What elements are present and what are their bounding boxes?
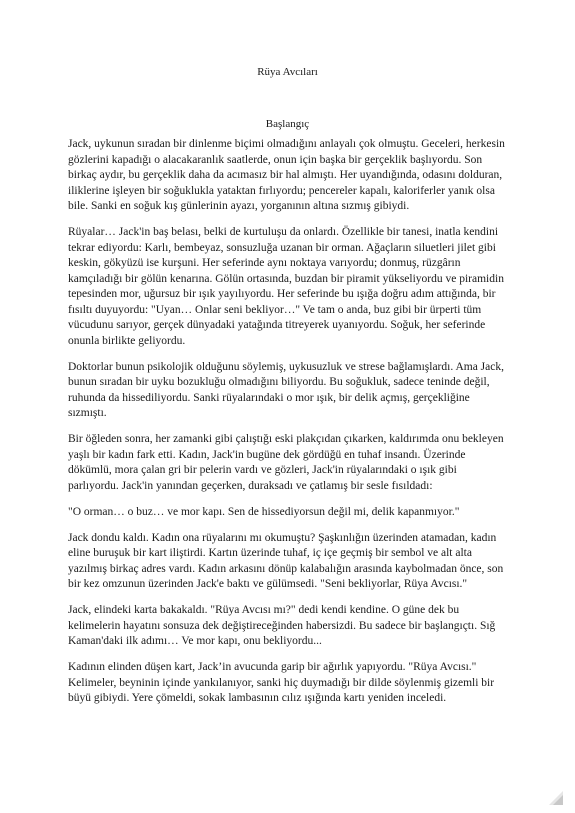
body-text (68, 137, 508, 717)
book-title: Rüya Avcıları (257, 66, 318, 78)
paragraph: Doktorlar bunun psikolojik olduğunu söylemiş, uykusuzluk ve strese bağlamışlardı. Ama Jack, bunun sıradan bir uyku bozukluğu olmadığını biliyordu. Bu soğukluk, sadece teninde değil, ruhunda da hissediliyordu. Sanki rüyalarındaki o mor ışık, bir delik açmış, gerçekliğine sızmıştı. (68, 360, 504, 419)
chapter-title: Başlangıç (265, 118, 310, 130)
paragraph: Rüyalar… Jack'in baş belası, belki de kurtuluşu da onlardı. Özellikle bir tanesi, inatla kendini tekrar ediyordu: Karlı, bembeyaz, sonsuzluğa uzanan bir orman. Ağaçların siluetleri jilet gibi keskin, gökyüzü ise kurşuni. Her seferinde aynı noktaya varıyordu; donmuş, rüzgârın kamçıladığı bir gölün kenarına. Gölün ortasında, buzdan bir piramit yükseliyordu ve piramidin tepesinden mor, uğursuz bir ışık yayılıyordu. Her seferinde bu ışığa doğru adım attığında, bir fısıltı duyuyordu: "Uyan… Onlar seni bekliyor…" Ve tam o anda, buz gibi bir ürperti tüm vücudunu sarıyor, gerçek dünyadaki yatağında titreyerek uyanıyordu. Soğuk, her seferinde onunla birlikte geliyordu. (68, 226, 504, 347)
paragraph: Bir öğleden sonra, her zamanki gibi çalıştığı eski plakçıdan çıkarken, kaldırımda onu bekleyen yaşlı bir kadın fark etti. Kadın, Jack'in bugüne dek gördüğü en tuhaf insandı. Üzerinde dökümlü, mora çalan gri bir pelerin vardı ve gözleri, Jack'in rüyalarındaki o ışık gibi parlıyordu. Jack'in yanından geçerken, duraksadı ve çatlamış bir sesle fısıldadı: (68, 433, 504, 492)
paragraph: Jack dondu kaldı. Kadın ona rüyalarını mı okumuştu? Şaşkınlığın üzerinden atamadan, kadın eline buruşuk bir kart iliştirdi. Kartın üzerinde tuhaf, iç içe geçmiş bir sembol ve alt alta yazılmış birkaç adres vardı. Kadın arkasını dönüp kalabalığın arasında kaybolmadan önce, son bir kez omzunun üzerinden Jack'e baktı ve gülümsedi. "Seni bekliyorlar, Rüya Avcısı." (68, 531, 504, 590)
paragraph: "O orman… o buz… ve mor kapı. Sen de hissediyorsun değil mi, delik kapanmıyor." (68, 505, 460, 518)
paragraph: Jack, elindeki karta bakakaldı. "Rüya Avcısı mı?" dedi kendi kendine. O güne dek bu kelimelerin hayatını sonsuza dek değiştireceğinden habersizdi. Bu sadece bir başlangıçtı. Sığ Kaman'daki ilk adımı… Ve mor kapı, onu bekliyordu... (68, 604, 496, 647)
page-curl-icon[interactable] (549, 791, 563, 805)
paragraph: Kadının elinden düşen kart, Jack’in avucunda garip bir ağırlık yapıyordu. "Rüya Avcısı." Kelimeler, beyninin içinde yankılanıyor, sanki hiç duymadığı bir dilde söylenmiş gizemli bir büyü gibiydi. Yere çömeldi, sokak lambasının cılız ışığında kartı yeniden inceledi. (68, 661, 495, 704)
paragraph: Jack, uykunun sıradan bir dinlenme biçimi olmadığını anlayalı çok olmuştu. Geceleri, herkesin gözlerini kapadığı o alacakaranlık saatlerde, onun için başka bir gerçeklik başlıyordu. Son birkaç aydır, bu gerçeklik daha da acımasız bir hal almıştı. Her uyandığında, odasını dolduran, iliklerine işleyen bir soğuklukla yataktan fırlıyordu; pencereler kapalı, kaloriferler yanık olsa bile. Sanki en soğuk kış günlerinin ayazı, yorganının altına sızmış gibiydi. (68, 138, 505, 212)
